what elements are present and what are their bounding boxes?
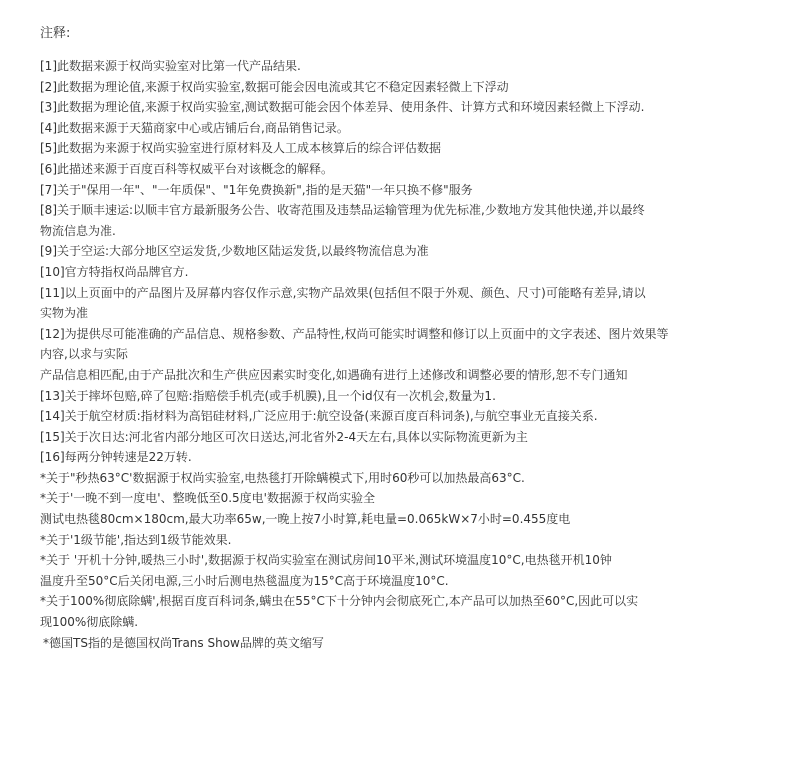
- note-line-1: [1]此数据来源于权尚实验室对比第一代产品结果.: [40, 59, 301, 73]
- note-line-4: [4]此数据来源于天猫商家中心或店铺后台,商品销售记录。: [40, 120, 349, 135]
- note-line-14: [14]关于航空材质:指材料为高铝硅材料,广泛应用于:航空设备(来源百度百科词条),与航空事业无直接关系.: [40, 409, 598, 424]
- note-star-mites: *关于100%彻底除螨',根据百度百科词条,螨虫在55°C下十分钟内会彻底死亡,本产品可以加热至60°C,因此可以实: [40, 594, 639, 609]
- note-line-11-cont: 实物为准: [40, 306, 89, 321]
- note-star-power: *关于'一晚不到一度电'、整晚低至0.5度电'数据源于权尚实验全: [40, 491, 375, 506]
- note-line-12: [12]为提供尽可能准确的产品信息、规格参数、产品特性,权尚可能实时调整和修订以上页面中的文字表述、图片效果等: [40, 326, 669, 341]
- note-star-power-cont: 测试电热毯80cm×180cm,最大功率65w,一晚上按7小时算,耗电量=0.065kW×7小时=0.455度电: [40, 512, 571, 527]
- note-line-2: [2]此数据为理论值,来源于权尚实验室,数据可能会因电流或其它不稳定因素轻微上下浮动: [40, 79, 509, 94]
- note-line-5: [5]此数据为来源于权尚实验室进行原材料及人工成本核算后的综合评估数据: [40, 141, 442, 156]
- note-star-energy: *关于'1级节能',指达到1级节能效果.: [40, 532, 232, 547]
- note-line-10: [10]官方特指权尚品牌官方.: [40, 264, 189, 279]
- notes-section: [40, 24, 770, 653]
- note-star-warm: *关于 '开机十分钟,暖热三小时',数据源于权尚实验室在测试房间10平米,测试环境温度10°C,电热毯开机10钟: [40, 553, 612, 568]
- note-line-13: [13]关于摔坏包赔,碎了包赔:指赔偿手机壳(或手机膜),且一个id仅有一次机会,数量为1.: [40, 388, 496, 403]
- note-star-brand: *德国TS指的是德国权尚Trans Show品牌的英文缩写: [43, 635, 324, 650]
- note-line-16: [16]每两分钟转速是22万转.: [40, 450, 192, 465]
- note-line-12-cont-2: 产品信息相匹配,由于产品批次和生产供应因素实时变化,如遇确有进行上述修改和调整必要的情形,恕不专门通知: [40, 367, 628, 382]
- note-line-9: [9]关于空运:大部分地区空运发货,少数地区陆运发货,以最终物流信息为准: [40, 244, 429, 259]
- note-line-11: [11]以上页面中的产品图片及屏幕内容仅作示意,实物产品效果(包括但不限于外观、颜色、尺寸)可能略有差异,请以: [40, 285, 646, 300]
- note-line-3: [3]此数据为理论值,来源于权尚实验室,测试数据可能会因个体差异、使用条件、计算方式和环境因素轻微上下浮动.: [40, 100, 645, 115]
- note-line-8: [8]关于顺丰速运:以顺丰官方最新服务公告、收寄范围及违禁品运输管理为优先标准,少数地方发其他快递,并以最终: [40, 203, 645, 218]
- note-star-mites-cont: 现100%彻底除螨.: [40, 615, 139, 630]
- note-line-6: [6]此描述来源于百度百科等权威平台对该概念的解释。: [40, 161, 334, 176]
- note-line-8-cont: 物流信息为准.: [40, 223, 116, 238]
- note-line-12-cont: 内容,以求与实际: [40, 347, 128, 362]
- note-line-7: [7]关于"保用一年"、"一年质保"、"1年免费换新",指的是天猫"一年只换不修"服务: [40, 182, 473, 197]
- notes-title: 注释:: [40, 26, 71, 41]
- note-line-15: [15]关于次日达:河北省内部分地区可次日送达,河北省外2-4天左右,具体以实际物流更新为主: [40, 429, 528, 444]
- note-star-heat: *关于"秒热63°C'数据源于权尚实验室,电热毯打开除螨模式下,用时60秒可以加热最高63°C.: [40, 470, 525, 485]
- notes-list: [40, 56, 770, 653]
- note-star-warm-cont: 温度升至50°C后关闭电源,三小时后测电热毯温度为15°C高于环境温度10°C.: [40, 573, 449, 588]
